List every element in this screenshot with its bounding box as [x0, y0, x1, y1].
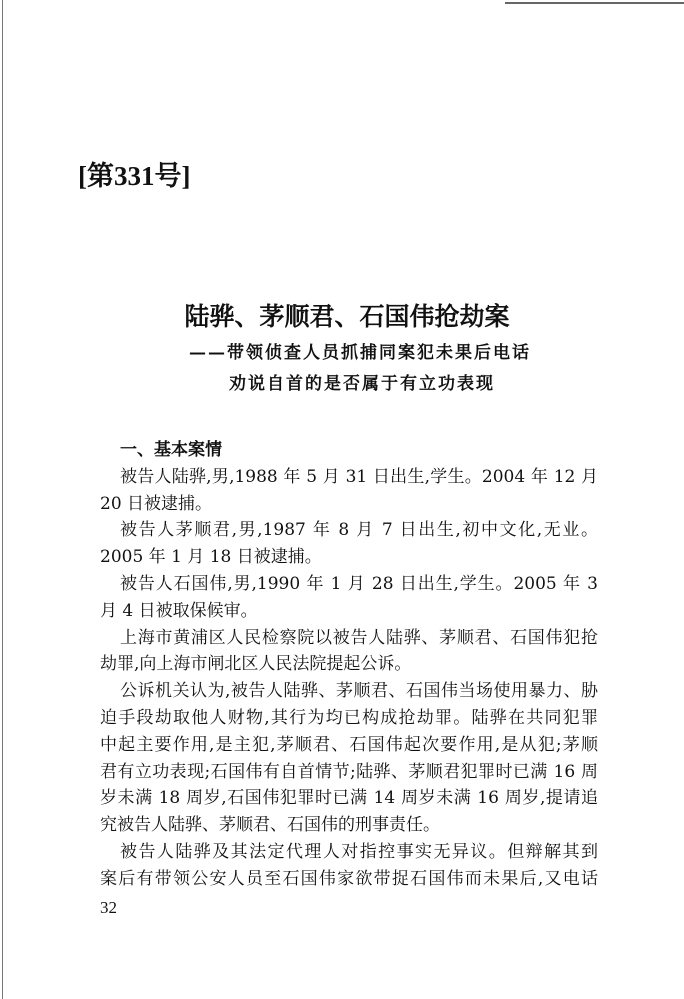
text-line: 案后有带领公安人员至石国伟家欲带捉石国伟而未果后,又电话 [100, 868, 598, 889]
text-line: 迫手段劫取他人财物,其行为均已构成抢劫罪。陆骅在共同犯罪 [100, 707, 598, 728]
case-title: 陆骅、茅顺君、石国伟抢劫案 [184, 302, 510, 331]
text-line: 上海市黄浦区人民检察院以被告人陆骅、茅顺君、石国伟犯抢 [120, 627, 598, 648]
text-line: 2005 年 1 月 18 日被逮捕。 [100, 547, 322, 568]
text-line: 被告人茅顺君,男,1987 年 8 月 7 日出生,初中文化,无业。 [120, 520, 598, 541]
page-number: 32 [100, 898, 117, 917]
text-line: 公诉机关认为,被告人陆骅、茅顺君、石国伟当场使用暴力、胁 [120, 681, 598, 702]
text-line: 中起主要作用,是主犯,茅顺君、石国伟起次要作用,是从犯;茅顺 [100, 734, 598, 755]
case-subtitle-line-2: 劝说自首的是否属于有立功表现 [229, 374, 495, 394]
section-heading: 一、基本案情 [120, 440, 222, 460]
text-line: 20 日被逮捕。 [100, 493, 213, 514]
text-line: 被告人陆骅,男,1988 年 5 月 31 日出生,学生。2004 年 12 月 [120, 466, 598, 487]
case-number: [第331号] [78, 161, 191, 191]
text-line: 究被告人陆骅、茅顺君、石国伟的刑事责任。 [100, 815, 440, 836]
text-line: 月 4 日被取保候审。 [100, 600, 258, 621]
text-line: 岁未满 18 周岁,石国伟犯罪时已满 14 周岁未满 16 周岁,提请追 [100, 788, 598, 809]
text-line: 被告人陆骅及其法定代理人对指控事实无异议。但辩解其到 [120, 841, 598, 862]
text-line: 君有立功表现;石国伟有自首情节;陆骅、茅顺君犯罪时已满 16 周 [100, 761, 598, 782]
scan-top-edge [505, 2, 684, 4]
scan-left-edge [2, 0, 3, 999]
text-line: 劫罪,向上海市闸北区人民法院提起公诉。 [100, 654, 412, 675]
text-line: 被告人石国伟,男,1990 年 1 月 28 日出生,学生。2005 年 3 [120, 573, 598, 594]
case-subtitle-line-1: ——带领侦查人员抓捕同案犯未果后电话 [189, 343, 531, 363]
body-text [100, 437, 598, 893]
